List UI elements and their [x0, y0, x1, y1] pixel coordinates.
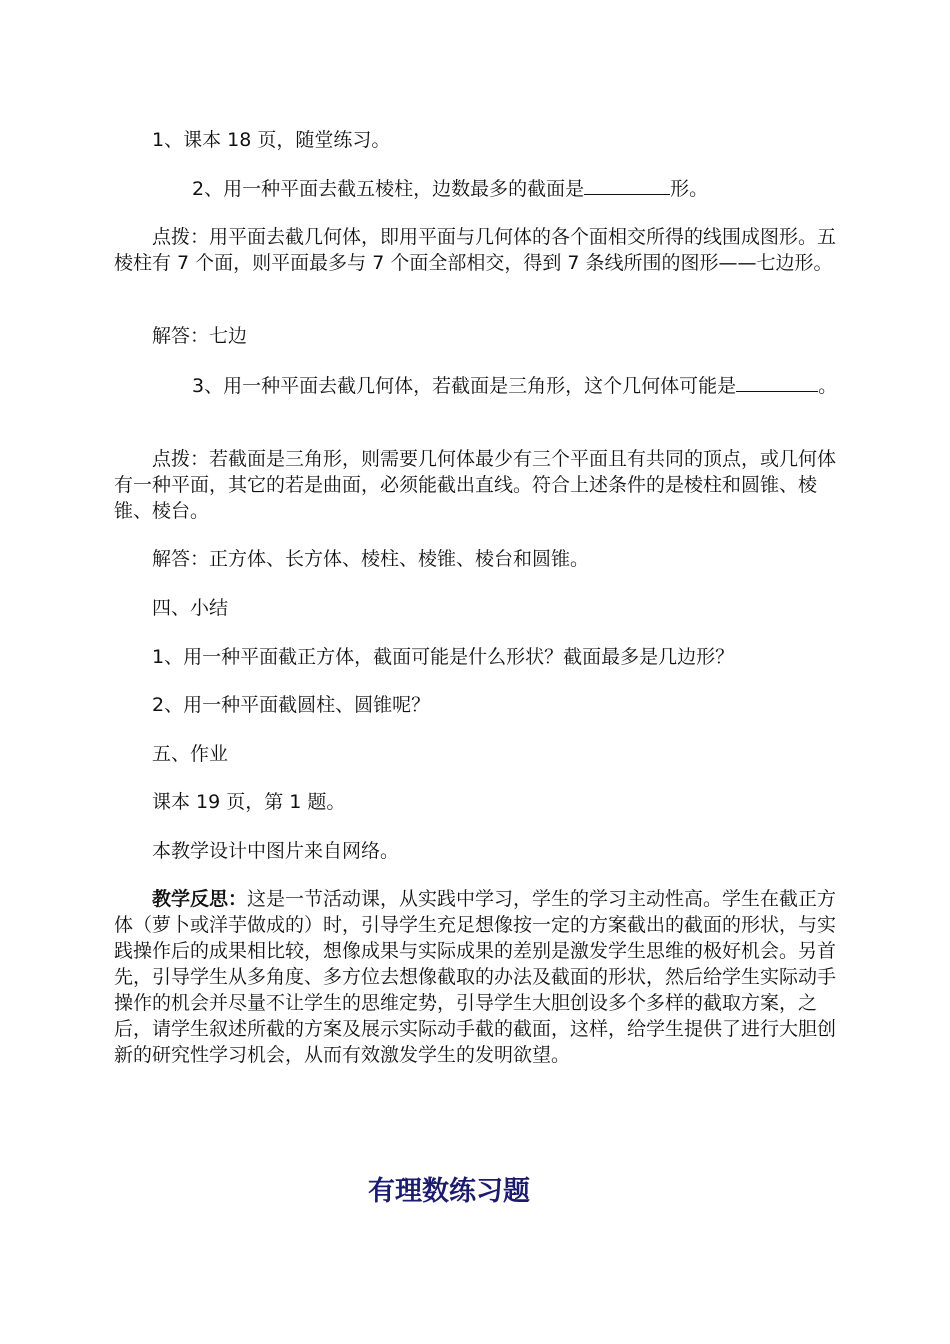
- image-source-note: 本教学设计中图片来自网络。: [152, 840, 400, 862]
- exercise-1: 1、课本 18 页，随堂练习。: [152, 129, 391, 151]
- section-summary: 四、小结: [152, 597, 229, 619]
- summary-item-1: 1、用一种平面截正方体，截面可能是什么形状？截面最多是几边形？: [152, 646, 735, 668]
- section-homework: 五、作业: [152, 743, 229, 765]
- hint-1: 点拨：用平面去截几何体，即用平面与几何体的各个面相交所得的线围成图形。五棱柱有 7 个面，则平面最多与 7 个面全部相交，得到 7 条线所围的图形——七边形。: [114, 226, 837, 274]
- reflection-label: 教学反思：: [152, 888, 248, 910]
- answer-1: 解答：七边: [152, 325, 248, 347]
- exercise-3: 3、用一种平面去截几何体，若截面是三角形，这个几何体可能是 。: [192, 375, 838, 397]
- hint-2: 点拨：若截面是三角形，则需要几何体最少有三个平面且有共同的顶点，或几何体有一种平面，其它的若是曲面，必须能截出直线。符合上述条件的是棱柱和圆锥、棱锥、棱台。: [114, 448, 837, 522]
- answer-blank-continued: [786, 373, 818, 392]
- teaching-reflection: 教学反思：这是一节活动课，从实践中学习，学生的学习主动性高。学生在截正方体（萝卜或洋芋做成的）时，引导学生充足想像按一定的方案截出的截面的形状，与实践操作后的成果相比较，想像成果与实际成果的差别是激发学生思维的极好机会。另首先，引导学生从多角度、多方位去想像截取的办法及截面的形状，然后给学生实际动手操作的机会并尽量不让学生的思维定势，引导学生大胆创设多个多样的截取方案，之后，请学生叙述所截的方案及展示实际动手截的截面，这样，给学生提供了进行大胆创新的研究性学习机会，从而有效激发学生的发明欲望。: [114, 888, 837, 1066]
- answer-blank: [736, 373, 786, 392]
- answer-2: 解答：正方体、长方体、棱柱、棱锥、棱台和圆锥。: [152, 548, 590, 570]
- section-title: 有理数练习题: [368, 1176, 530, 1207]
- summary-item-2: 2、用一种平面截圆柱、圆锥呢？: [152, 694, 431, 716]
- homework-item: 课本 19 页，第 1 题。: [152, 791, 346, 813]
- exercise-2: 2、用一种平面去截五棱柱，边数最多的截面是 形。: [192, 178, 709, 200]
- answer-blank: [584, 176, 670, 195]
